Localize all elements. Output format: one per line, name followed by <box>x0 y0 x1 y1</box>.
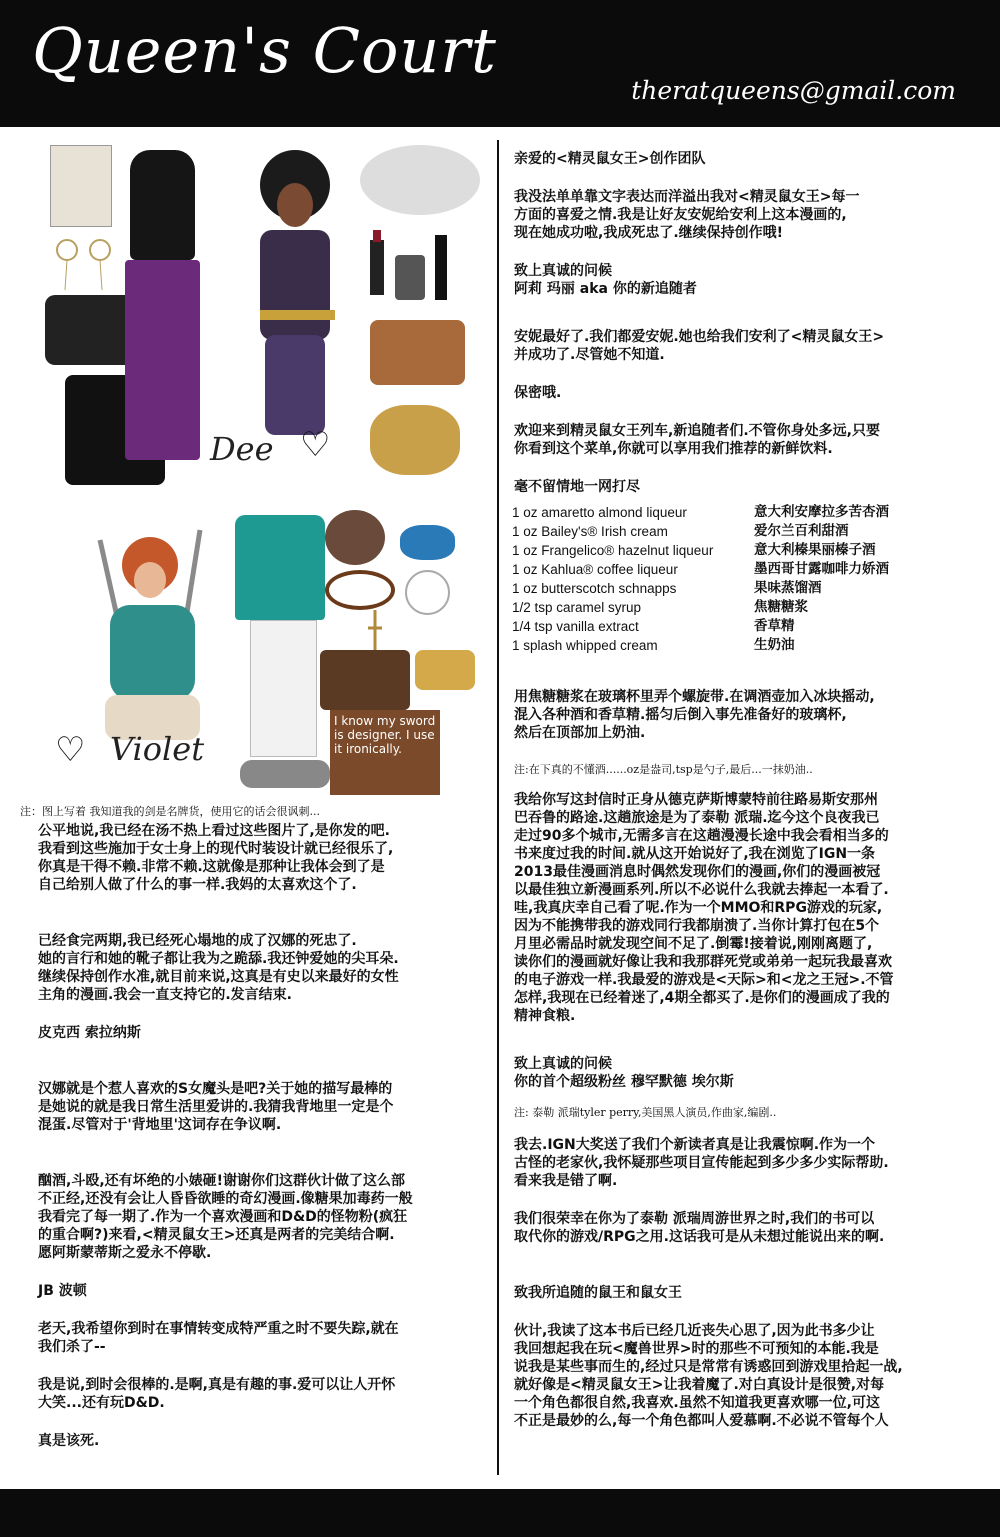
recipe-instructions: 用焦糖糖浆在玻璃杯里弄个螺旋带.在调酒壶加入冰块摇动, 混入各种酒和香草精.摇匀后倒入事先准备好的玻璃杯, 然后在顶部加上奶油. <box>514 689 875 741</box>
satchel-image <box>320 650 410 710</box>
recipe-row <box>512 522 982 541</box>
translator-note: 注: 泰勒 派瑞tyler perry,美国黑人演员,作曲家,编剧.. <box>514 1106 777 1119</box>
letter-signature: JB 波顿 <box>38 1283 87 1299</box>
character-dee-image <box>220 145 360 445</box>
ingredient-en: 1 oz Frangelico® hazelnut liqueur <box>512 543 714 558</box>
fashion-collage <box>30 140 492 800</box>
letter-signature: 皮克西 索拉纳斯 <box>38 1025 141 1041</box>
ingredient-en: 1 oz Bailey's® Irish cream <box>512 524 668 539</box>
recipe-row <box>512 579 982 598</box>
ingredient-en: 1 oz amaretto almond liqueur <box>512 505 687 520</box>
letter-paragraph: 酗酒,斗殴,还有坏绝的小婊砸!谢谢你们这群伙计做了这么部 不正经,还没有会让人昏昏欲睡的奇幻漫画.像糖果加毒药一般 我看完了每一期了.作为一个喜欢漫画和D&D的怪物粉(疯狂 的重合啊?)来看,<精灵鼠女王>还真是两者的完美结合啊. 愿阿斯蒙蒂斯之爱永不停歇. <box>38 1173 413 1261</box>
purple-jeans-image <box>125 260 200 460</box>
white-jeans-image <box>250 620 317 757</box>
recipe-list <box>512 503 982 655</box>
earrings-image <box>55 235 115 295</box>
signature-dee: Dee <box>210 430 274 468</box>
left-column <box>38 822 493 1450</box>
ingredient-zh: 墨西哥甘露咖啡力娇酒 <box>754 561 889 577</box>
reply-paragraph: 我是说,到时会很棒的.是啊,真是有趣的事.爱可以让人开怀 大笑...还有玩D&D. <box>38 1377 396 1411</box>
ingredient-zh: 意大利榛果丽榛子酒 <box>754 542 876 558</box>
corset-image <box>130 150 195 260</box>
snood-image <box>325 510 385 565</box>
headband-image <box>405 570 450 615</box>
ingredient-zh: 香草精 <box>754 618 795 634</box>
recipe-row <box>512 636 982 655</box>
signature-violet: Violet <box>110 730 205 768</box>
translator-note: 注:在下真的不懂酒......oz是盎司,tsp是勺子,最后...一抹奶油.. <box>514 763 813 776</box>
reply-paragraph: 真是该死. <box>38 1433 100 1449</box>
ingredient-zh: 爱尔兰百利甜酒 <box>754 523 849 539</box>
letter-paragraph: 我没法单单靠文字表达而洋溢出我对<精灵鼠女王>每一 方面的喜爱之情.我是让好友安妮给安利上这本漫画的, 现在她成功啦,我成死忠了.继续保持创作哦! <box>514 189 860 241</box>
rat-heart-icon: ♡ <box>55 730 86 770</box>
ingredient-zh: 意大利安摩拉多苦杏酒 <box>754 504 889 520</box>
recipe-row <box>512 617 982 636</box>
sneakers-image <box>240 760 330 788</box>
teal-top-image <box>235 515 325 620</box>
reply-paragraph: 保密哦. <box>514 385 562 401</box>
letter-salutation: 亲爱的<精灵鼠女王>创作团队 <box>514 151 706 167</box>
letter-signature: 致上真诚的问候 你的首个超级粉丝 穆罕默德 埃尔斯 <box>514 1056 734 1090</box>
right-column-lower <box>514 688 984 1430</box>
ingredient-zh: 生奶油 <box>754 637 795 653</box>
ingredient-zh: 焦糖糖浆 <box>754 599 808 615</box>
gold-clutch-image <box>415 650 475 690</box>
brand-title: Queen's Court <box>32 14 497 87</box>
collage-caption: 注：图上写着 我知道我的剑是名牌货，使用它的话会很讽刺... <box>20 805 320 818</box>
letter-paragraph: 已经食完两期,我已经死心塌地的成了汉娜的死忠了. 她的言行和她的靴子都让我为之跪舔.我还钟爱她的尖耳朵. 继续保持创作水准,就目前来说,这真是有史以来最好的女性 主角的漫画.我会一直支持它的.发言结束. <box>38 933 399 1003</box>
footer-bar <box>0 1489 1000 1537</box>
sword-quote-card: I know my sword is designer. I use it ironically. <box>330 710 440 795</box>
recipe-row <box>512 598 982 617</box>
reply-paragraph: 老天,我希望你到时在事情转变成特严重之时不要失踪,就在 我们杀了-- <box>38 1321 399 1355</box>
reply-paragraph: 汉娜就是个惹人喜欢的S女魔头是吧?关于她的描写最棒的 是她说的就是我日常生活里爱讲的.我猜我背地里一定是个 混蛋.尽管对于'背地里'这词存在争议啊. <box>38 1081 394 1133</box>
recipe-row <box>512 541 982 560</box>
reply-paragraph: 欢迎来到精灵鼠女王列车,新追随者们.不管你身处多远,只要 你看到这个菜单,你就可以享用我们推荐的新鲜饮料. <box>514 423 880 457</box>
reply-paragraph: 安妮最好了.我们都爱安妮.她也给我们安利了<精灵鼠女王> 并成功了.尽管她不知道. <box>514 329 885 363</box>
rat-heart-icon: ♡ <box>300 425 331 465</box>
character-violet-image <box>70 520 230 750</box>
ingredient-en: 1 oz Kahlua® coffee liqueur <box>512 562 678 577</box>
letter-salutation: 致我所追随的鼠王和鼠女王 <box>514 1285 682 1301</box>
recipe-row <box>512 503 982 522</box>
letter-paragraph: 公平地说,我已经在汤不热上看过这些图片了,是你发的吧. 我看到这些施加于女士身上的现代时装设计就已经很乐了, 你真是干得不赖.非常不赖.这就像是那种让我体会到了是 自己给别人做了什么的事一样.我妈的太喜欢这个了. <box>38 823 394 893</box>
recipe-row <box>512 560 982 579</box>
scarf-image <box>50 145 112 227</box>
letter-paragraph: 伙计,我读了这本书后已经几近丧失心思了,因为此书多少让 我回想起我在玩<魔兽世界>时的那些不可预知的本能.我是 说我是某些事而生的,经过只是常常有诱惑回到游戏里拾起一战, 就好像是<精灵鼠女王>让我着魔了.对白真设计是很赞,对每 一个角色都很自然,我喜欢.虽然不知道我更喜欢哪一位,可这 不正是最妙的么,每一个角色都叫人爱慕啊.不必说不管每个人 <box>514 1323 903 1429</box>
reply-paragraph: 我们很荣幸在你为了泰勒 派瑞周游世界之时,我们的书可以 取代你的游戏/RPG之用.这话我可是从未想过能说出来的啊. <box>514 1211 885 1245</box>
handbag-image <box>370 320 465 385</box>
letter-signature: 致上真诚的问候 阿莉 玛丽 aka 你的新追随者 <box>514 263 697 297</box>
letter-paragraph: 我给你写这封信时正身从德克萨斯博蒙特前往路易斯安那州 巴吞鲁的路途.这趟旅途是为了泰勒 派瑞.迄今这个良夜我已 走过90多个城市,无需多言在这趟漫漫长途中我会看相当多的 书来度过我的时间.就从这开始说好了,我在浏览了IGN一条 2013最佳漫画消息时偶然发现你们的漫画,你们的漫画被冠 以最佳独立新漫画系列.所以不必说什么我就去捧起一本看了. 哇,我真庆幸自己看了呢.作为一个MMO和RPG游戏的玩家, 因为不能携带我的游戏同行我都崩溃了.当你计算打包在5个 月里必需品时就发现空间不足了.倒霉!接着说,刚刚离题了, 读你们的漫画就好像让我和我那群死党或弟弟一起玩我最喜欢 的电子游戏一样.我最爱的游戏是<天际>和<龙之王冠>.不管 怎样,我现在已经着迷了,4期全都买了.是你们的漫画成了我的 精神食粮. <box>514 792 894 1024</box>
right-column-top <box>514 150 984 496</box>
cosmetics-image <box>365 225 465 310</box>
reply-paragraph: 我去.IGN大奖送了我们个新读者真是让我震惊啊.作为一个 古怪的老家伙,我怀疑那些项目宣传能起到多少多少实际帮助. 看来我是错了啊. <box>514 1137 889 1189</box>
column-divider <box>497 140 499 1475</box>
eye-makeup-image <box>360 145 480 215</box>
octopus-brooch-image <box>370 405 460 475</box>
ingredient-en: 1/4 tsp vanilla extract <box>512 619 639 634</box>
ingredient-en: 1 oz butterscotch schnapps <box>512 581 677 596</box>
ring-image <box>400 525 455 560</box>
ingredient-en: 1 splash whipped cream <box>512 638 658 653</box>
ingredient-zh: 果味蒸馏酒 <box>754 580 822 596</box>
header-bar <box>0 0 1000 127</box>
recipe-title: 毫不留情地一网打尽 <box>514 479 640 495</box>
ingredient-en: 1/2 tsp caramel syrup <box>512 600 642 615</box>
contact-email: theratqueens@gmail.com <box>631 76 956 105</box>
belt-image <box>325 570 395 610</box>
